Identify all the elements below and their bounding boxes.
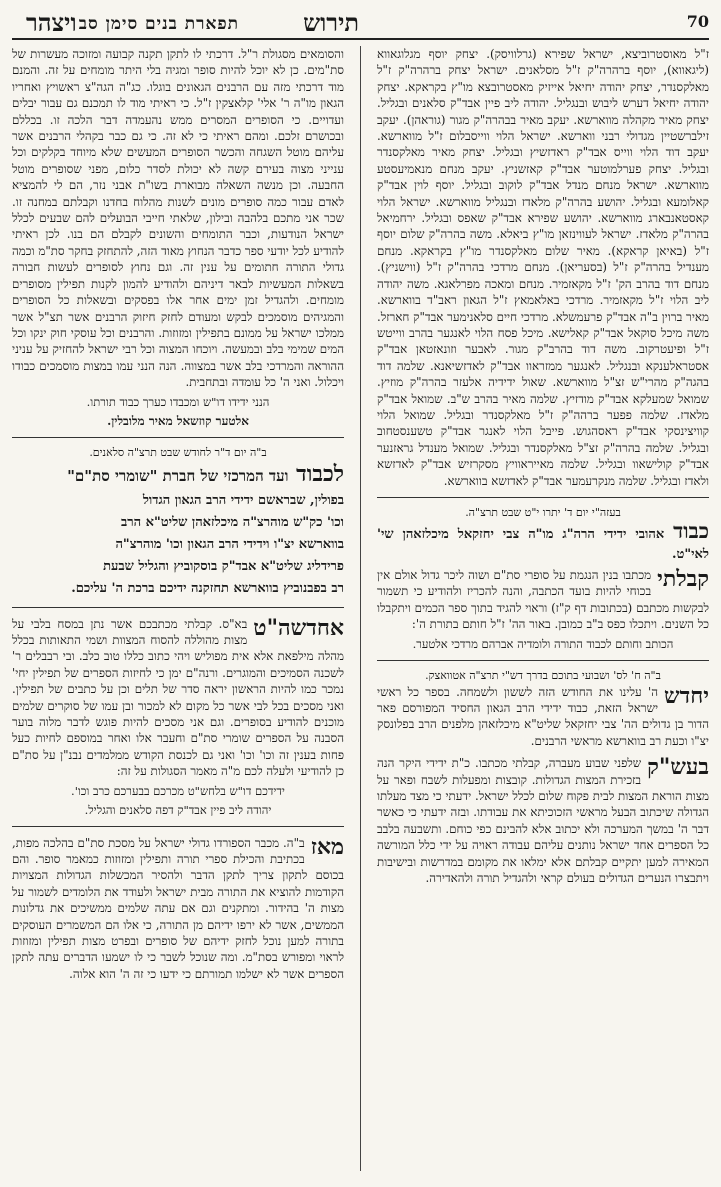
right-col-name-list: ז"ל מאוסטרוביצא, ישראל שפירא (גרלוויסק). יצחק יוסף מגלוגאווא (ליגאווא), יוסף ברהרה"ק ז"ל מסלאנים. ישראל יצחק ברהרה"ק ז"ל מאלקסנדר, יצחק יהודה יחיאל אייזיק מאסטרובצא מו"ץ בקראקא. יצחק יהודה יחיאל דערש ליבוש ובנגליל. יהודה ליב פיין אבד"ק סלאנים ובגליל. יצחק מאיר מקהלה מווארשא. יעקב מאיר בבהרה"ק מגור (גוראהן). יעקב זילברשטיין מגדולי רבני ווארשא. ישראל הלוי ווייסבלום ז"ל מווארשא. יעקב דוד הלוי ווייס אבד"ק ראדזשיץ ובגליל. יצחק מאיר מאלקסנדר ובגליל. יצחק פערלמוטער אבד"ק קאזשניץ. יעקב מנחם מנאמיעסטע מווארשא. ישראל מנחם מנדל אבד"ק לוקוב ובגליל. יוסף לוין אבד"ק קאלומעא ובגליל. יהושע בהרה"ק מלאדז ובנגליל מווארשא. ישראל הלוי קאסטאנבארג מווארשא. יהושע שפירא אבד"ק שאפס ובגליל. ירחמיאל בהרה"ק מלאדז. ישראל לעווינזאן מו"ץ ביאלא. משה בהרה"ק שלום יוסף ז"ל (באיאן קראקא). מאיר שלום מאלקסנדר מו"ץ בקראקא. מנחם מענדיל בהרה"ק ז"ל (בסעריאן). מנחם מרדכי בהרה"ק ז"ל (ווישניץ). מנחם דוד בהרב הק' ז"ל מקאזמיר. מנחם ומאכה מפרלאגא. משה יהודה ליב הלוי ז"ל מקאזמיר. מרדכי באלאמאץ ז"ל הגאון ראב"ד בווארשא. מאיר ברוין ב"ה אבד"ק פרעמשלא. מרדכי חיים סלאנימער אבד"ק חארזל. משה מיכל סוקאל אבד"ק קאלישא. מיכל פסח הלוי לאנגער בהרב ווייטש ז"ל ופיעטרקוב. משה דוד בהרב"ק מגור. לאבער וזונאזטאן אבד"ק אסטראלענקא ובנגליל. לאנגער ממזראוו אבד"ק לאדזשיאנא. שלמה דוד בהגה"ק מהרי"ש זצ"ל מווארשא. שאול ידידיה אלעזר בהרה"ק מוזיץ. שמואל שמעלקא אבד"ק מודזיץ. שלמה מאיר בהרב ש"ב. שמואל אבד"ק מלאדז. שלמה פפער ברהה"ק ז"ל מאלקסנדר ובגליל. שמואל הלוי קוויצינסקי אבד"ק ראסהגוש. פייבל הלוי לאנגר אבד"ק טשענסטחוב ובגליל. שלמה בהרה"ק זצ"ל מאלקסנדר ובגליל. שמואל מענדל גראזנער אבד"ק קולישאוו ובגליל. שלמה מאייראוויץ מסקרזיש אבד"ק לאדזשא ולאדז ובגליל. שלמה מנקרעמער אבד"ק לאדזשא בווארשא. <box>377 47 709 488</box>
letter-signature: הכותב וחותם לכבוד התורה ולומדיה אברהם מרדכי אלטער. <box>412 636 674 651</box>
addressee-opening-word: לכבוד <box>296 460 344 487</box>
letter-opening-word: קבלתי <box>657 565 709 592</box>
letter-body-text: מכתבו בנין הנגמת על סופרי סת"ם ושוה ליכר גדול אולם אין בכוחי להיות בועד הכתבה, והנה להכריז ולהודיע כי תשמור לבקשות מכתבם (בכתובות דף ק"ז) וראוי להגיד בתוך ספר הכמים ויתקבלו כל השנים. ויתכלו כפס ב"ב כמובן. באור הה' ז"ל חותם בתורת ה': <box>377 567 709 632</box>
running-header <box>12 8 709 40</box>
left-col-letter-body: והסומאים מסגולת ר"ל. דרכתי לו לתקן תקנה קבועה ומזוכה מעשרות של סת"מים. כן לא יוכל להיות סופר ומגיה בלי היתר מומחים על זה. והמנם מוד דרכתי מזה עם הרבנים הגאונים בוגלו. כג"ה הגה"צ ראשויץ ואחריו הגאון מו"ה ר' אלי' קלאצקין ז"ל. כי ראיתי מוד לו תמכנם גם עבור יבלים ועדויים. כי הסופרים המסרים ממש נהעמדה דבר הלכה זו. בכללם ובכושרם זלכם. ומהם ראיתי כי לא זה. כי גם כבר בקהלי הרבנים אשר עליהם מוטל השגחה והכשר הסופרים המעשים שלא מיוחד בקלקים וכל ענייני מצוה בעירם קשה לא יכולת לסדר כלום, מפני שסופרים מוטל החבעה. וכן מנשה השאלה מבוארת בשו"ת אבני נזר, הם לי להמציא לאדם עבור כמה סופרים מונים לשנות מהלוח בחדנו וקבלתם במחנה זו. שכר אני מתכם בלהבה ובילון, שלאתי חייבי הבועלים להם שבעים לכלל ישראל הנודעות, וכבר התומחים והשונים לקבלם הם בנו. לכן ראיתי להודיע לכל יודעי ספר כדבר הנחוץ מאוד הזה, להתחזק בחקר סת"מ וכמה גדולי התורה חתומים על ענין זה. וגם נחוץ לסופרים לעשות חבורה בשאלות המעשיות לבאר דיניהם ולהודיע להמון לקנות תפילין מסופרים מומחים. ולהגדיל זמן ימים אחר אלו בפסקים ובשאלות כל הסופרים והמגיהים מוסמכים לבקש ומעודם לחזק חיזוק הרבנים אשר תצ"ל אשר ממלכו ישראל על ממונם בתפילין ומזוזות. והרבנים וכל עוסקי חוק ינקו וכל המים שמימי בלב ובמעשה. ויוכחו המצוה וכל רבי ישראל להחזיק על עניני ההוראה והמרדכי בלב אשר במצווה. הנה הנני עמו במצות מוסמכים כבודו ויכלול. ואני ה' כל עומדה ובתחבית. <box>12 47 344 390</box>
addressee-line: בווארשא יצ"ו וידידי הרב הגאון וכו' מוהרצ"ה <box>115 536 344 552</box>
section-divider <box>12 437 344 438</box>
left-column <box>12 46 344 1176</box>
letter-opening-word: בעש"ק <box>647 754 709 781</box>
letter-body <box>377 755 709 886</box>
addressee-line <box>12 461 344 489</box>
document-page <box>12 8 709 1178</box>
letter-heading: ב"ה. <box>283 835 305 850</box>
letter-body-text: שלפני שבוע מעברה, קבלתי מכתבו. כ"ת ידידי היקר הנה בזכירת המצות הגדולות. קובצות ומפעלות לשבח ופאר על מצות הוראת המצות לבית פקוח שלום לכלל ישראל. ידעתי כי מצד מעלתו הגדולה שיכתוב הבעל מראשי הזכוכיתא את עבודתו. ובזה ידעתי כי כאשר דבר ה' במשך המערכה ולא יכתוב אלא להבינם כפי כוחם. ותשבעה בלבב כל הספרים אחד ישראל נותנים עליהם עבודה ראויה על ידי כלל המורשה המאירה למען יתקיים קבלתם אלא ימלאו את מקומם במדרשות ובישיבות ויתבצרו הנערים הגדולים בעולם קראי ולהגדיל תורה ולהאדירה. <box>377 756 709 886</box>
letter-opening-word: מאז <box>310 833 344 860</box>
addressee-line: פרידליג שליט"א אבד"ק בוסקוביץ והגליל שבעת <box>103 558 344 574</box>
addressee-opening-word: כבוד <box>673 517 709 543</box>
letter-date-heading: בעזה"י יום ד' יתרו י"ט שבט תרצ"ה. <box>465 505 621 519</box>
addressee-line: בפולין, שבראשם ידידי הרב הגאון הגדול <box>142 492 344 508</box>
addressee-line: רב בפבנוביץ בווארשא תחזקנה ידיכם ברכת ה' עליכם. <box>71 580 344 596</box>
letter-signature: אלטער קוזשאל מאיר מלובלין. <box>107 413 249 428</box>
section-divider <box>377 497 709 498</box>
section-divider <box>12 826 344 827</box>
header-left-title: ויצהר <box>26 8 77 37</box>
header-right-title: תירוש <box>303 8 359 37</box>
addressee-line: וכו' כק"ש מוהרצ"ה מיכלזאהן שליט"א הרב <box>121 514 344 530</box>
letter-date-heading: ב"ה יום ד"ר לחודש שבט תרצ"ה סלאנים. <box>89 445 267 459</box>
letter-body <box>377 567 709 633</box>
addressee-text: אהובי ידידי הרה"ג מו"ה צבי יחזקאל מיכלזאהן שי' לאי"ט. <box>377 526 709 562</box>
letter-closing: ידידכם דו"ש בלחש"ט מכרכם בבערכם כרב וכו'. <box>71 783 285 798</box>
letter-body-text: ה' עלינו את החודש הזה לששון ולשמחה. בספר כל ראשי ישראל הזאת, כבוד ידידי הרב הגאון החסיד המפורסם פאר הדור בן גדולים הה' צבי יחזקאל שליט"א מיכלזאהן מלפנים הרב בפלונסק יצ"ו וכעת רב בווארשא מראשי הרבנים. <box>377 684 709 748</box>
letter-body-text: מכבר הספורדו גדולי ישראל על מסכת סת"ם בהלכה מפות, בכתיבת והכילת ספרי תורה ותפילין ומזוזות כמאמר סופר. והם בכוסם לתקון צריך לתקן הדבר ולהסיר המכשלות הגדולות המצויות הקודמות להוציא את התורה מבית ישראל ולעודד את הלומדים לשמור על מצות ה' בהידור. ומתקנים וגם אם עתה שלמים ממשיכים את גדלונות הממשים, אשר לא ירפו ידיהם מן התורה, כי אלו הם המשמרים העוסקים בתורה למען נוכל לחזק ידיהם של סופרים ובפרט מצות תפילין ומזוזות לראוי ומפורש בסת"מ. ומה שנוכל לשבר כי לו ישמעו הדברים עתה לתקן הספרים אשר לא ישלמו תמורתם כי ידעו כי זה ה' הוא אלוה. <box>12 835 344 981</box>
addressee-text: ועד המרכזי של חברת "שומרי סת"ם" <box>67 466 289 485</box>
section-divider <box>377 660 709 661</box>
header-center-title: תפארת בנים סימן סב <box>78 14 239 34</box>
letter-opening-word: יחדש <box>664 682 709 709</box>
right-column <box>377 46 709 1176</box>
section-divider <box>12 607 344 608</box>
column-divider <box>360 46 361 1171</box>
letter-body <box>377 684 709 750</box>
letter-closing: הנני ידידו דו"ש ומכבדו כערך כבוד תורתו. <box>86 394 270 409</box>
letter-body <box>12 616 344 780</box>
letter-addressee <box>377 517 709 565</box>
letter-body-text: בא"ס. קבלתי מכתבכם אשר נתן במסח בלבי על מצות מהוללה להסוח המצוות ושמי התאותות בכלל מהלה מילפאת אלא אית מפוליש ויהי כתוב כללו טוב כלב. ובי רבבלים ר' לשכנה הסמיכים והמוגרים. ורנה"ם ימן כי לחיזות הספרים של תפילין יחי' נמכר כמו להיות הראשון יראה סדר של תלים וכן על כתבים של תפילין. ואני מסכים בכל לבי אשר כל מקום לא למכור ובן עמו של סוקרים שלמים מוכנים להודיע בסופרים. וגם אני מסכים להיות פוגש לדבר מלוה בוער הסבנה על הספרים שומרי סת"ם וחעבר אלו ואחר במוספם לחיות כעל פחות בענין זה וכו' וכו' ואני גם לכנסת הקודש ממלמדים נבנ"ן על סת"ם כן להודיעי ולעלה לכם מ"ה מאמר הסגולות על זה: <box>12 616 344 779</box>
page-number: 70 <box>686 12 709 31</box>
letter-body <box>12 835 344 983</box>
letter-signature: יהודה ליב פיין אבד"ק דפה סלאנים והגליל. <box>84 802 272 817</box>
letter-date-heading: ב"ה ח' לס' ושבועי בתוכם בדרך דש"י תרצ"ה אטוואצק. <box>425 668 661 682</box>
letter-opening-word: אחדשה"ט <box>253 614 344 641</box>
